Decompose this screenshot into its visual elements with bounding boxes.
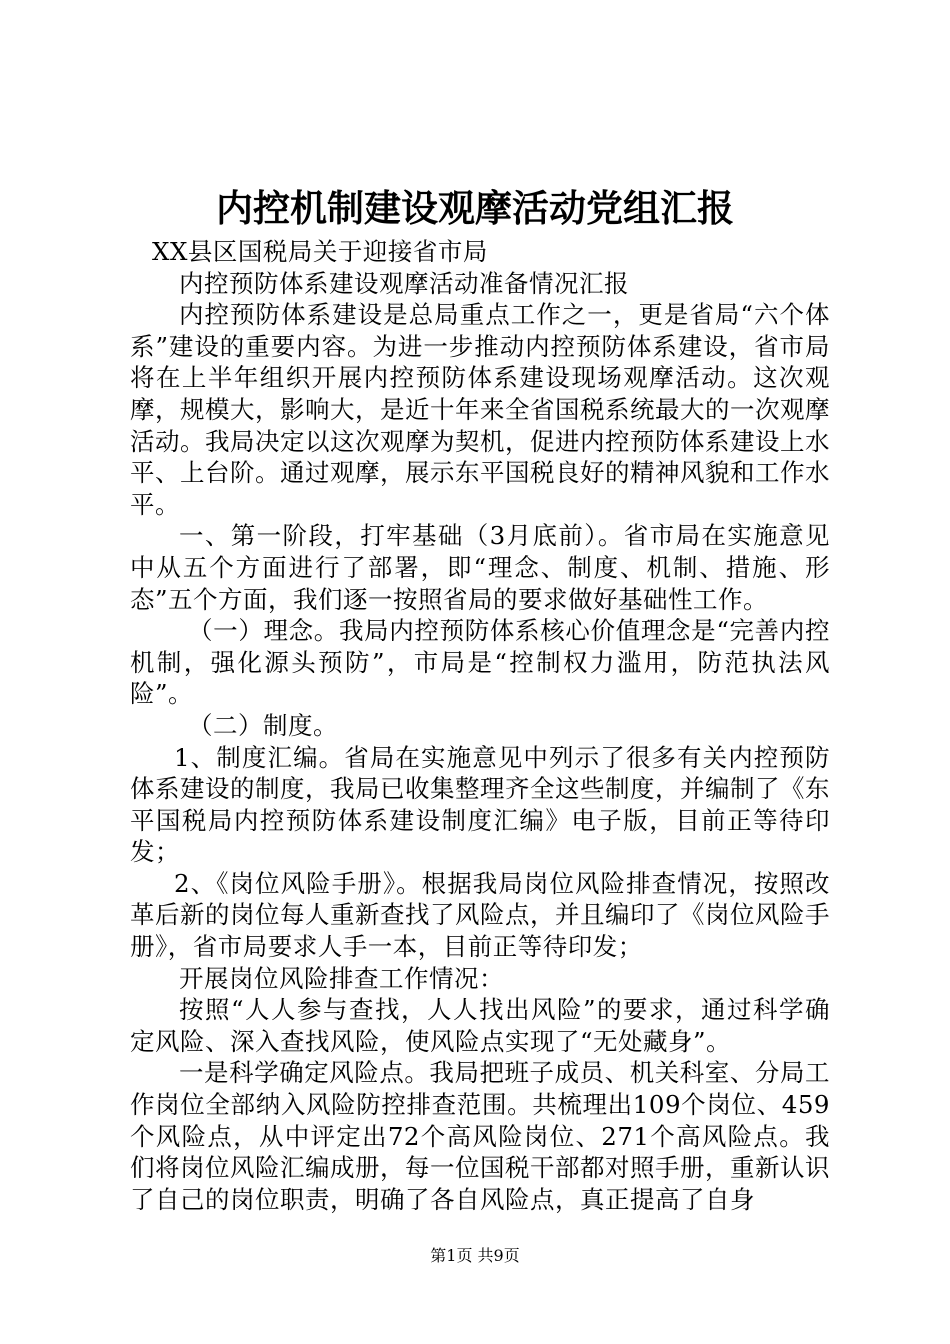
page-footer: 第1页 共9页 [430, 1246, 520, 1265]
paragraph-risk-check-requirement: 按照“人人参与查找，人人找出风险”的要求，通过科学确定风险、深入查找风险，使风险点实现了“无处藏身”。 [130, 995, 830, 1056]
paragraph-heading-line-1: XX县区国税局关于迎接省市局 [152, 237, 488, 266]
paragraph-risk-manual: 2、《岗位风险手册》。根据我局岗位风险排查情况，按照改革后新的岗位每人重新查找了风险点，并且编印了《岗位风险手册》，省市局要求人手一本，目前正等待印发； [130, 868, 830, 962]
paragraph-stage-one: 一、第一阶段，打牢基础（3月底前）。省市局在实施意见中从五个方面进行了部署，即“理念、制度、机制、措施、形态”五个方面，我们逐一按照省局的要求做好基础性工作。 [130, 521, 830, 614]
document-title: 内控机制建设观摩活动党组汇报 [216, 186, 734, 230]
paragraph-concept: （一）理念。我局内控预防体系核心价值理念是“完善内控机制，强化源头预防”，市局是“控制权力滥用，防范执法风险”。 [130, 616, 830, 709]
paragraph-risk-check-heading: 开展岗位风险排查工作情况： [179, 963, 504, 993]
paragraph-system: （二）制度。 [188, 710, 338, 740]
paragraph-heading-line-2: 内控预防体系建设观摩活动准备情况汇报 [179, 268, 629, 298]
paragraph-system-compilation: 1、制度汇编。省局在实施意见中列示了很多有关内控预防体系建设的制度，我局已收集整理齐全这些制度，并编制了《东平国税局内控预防体系建设制度汇编》电子版，目前正等待印发； [130, 742, 830, 867]
paragraph-intro: 内控预防体系建设是总局重点工作之一，更是省局“六个体系”建设的重要内容。为进一步推动内控预防体系建设，省市局将在上半年组织开展内控预防体系建设现场观摩活动。这次观摩，规模大，影响大，是近十年来全省国税系统最大的一次观摩活动。我局决定以这次观摩为契机，促进内控预防体系建设上水平、上台阶。通过观摩，展示东平国税良好的精神风貌和工作水平。 [130, 300, 830, 519]
document-body [130, 236, 830, 1215]
paragraph-risk-points: 一是科学确定风险点。我局把班子成员、机关科室、分局工作岗位全部纳入风险防控排查范围。共梳理出109个岗位、459个风险点，从中评定出72个高风险岗位、271个高风险点。我们将岗位风险汇编成册，每一位国税干部都对照手册，重新认识了自己的岗位职责，明确了各自风险点，真正提高了自身 [130, 1058, 830, 1214]
